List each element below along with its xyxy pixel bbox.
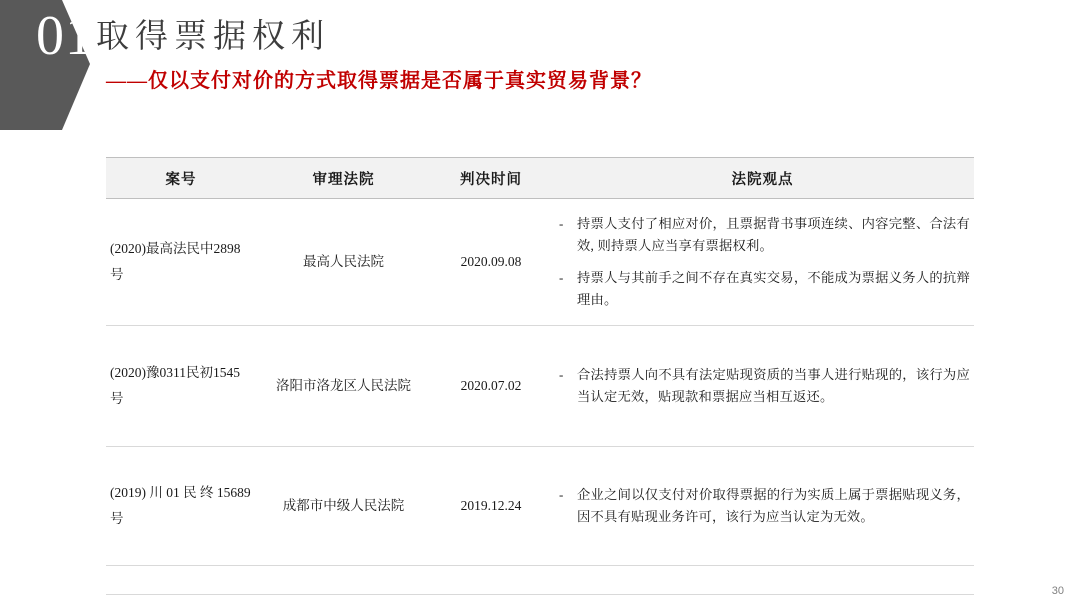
column-header-court: 审理法院 <box>256 158 431 199</box>
table-row <box>106 447 974 566</box>
bullet-dash-icon: - <box>559 367 564 382</box>
page-title: 取得票据权利 <box>96 19 330 55</box>
view-bullet <box>555 267 970 311</box>
section-number: 01 <box>36 5 94 67</box>
spacer-cell <box>106 566 256 595</box>
cell-date: 2019.12.24 <box>431 447 551 566</box>
view-text: 企业之间以仅支付对价取得票据的行为实质上属于票据贴现义务，因不具有贴现业务许可，该行为应当认定为无效。 <box>577 487 970 524</box>
slide-header <box>0 0 1080 130</box>
view-text: 持票人与其前手之间不存在真实交易，不能成为票据义务人的抗辩理由。 <box>577 270 970 307</box>
view-text: 持票人支付了相应对价，且票据背书事项连续、内容完整、合法有效, 则持票人应当享有票据权利。 <box>577 216 970 253</box>
column-header-view: 法院观点 <box>551 158 974 199</box>
table-bottom-spacer <box>106 566 974 595</box>
view-text: 合法持票人向不具有法定贴现资质的当事人进行贴现的，该行为应当认定无效，贴现款和票据应当相互返还。 <box>577 367 970 404</box>
cell-court-view <box>551 326 974 447</box>
cell-court: 成都市中级人民法院 <box>256 447 431 566</box>
column-header-case-no: 案号 <box>106 158 256 199</box>
case-table-container <box>106 157 974 595</box>
spacer-cell <box>431 566 551 595</box>
case-table <box>106 157 974 595</box>
bullet-dash-icon: - <box>559 216 564 231</box>
bullet-dash-icon: - <box>559 270 564 285</box>
table-header-row <box>106 158 974 199</box>
bullet-dash-icon: - <box>559 487 564 502</box>
cell-court: 洛阳市洛龙区人民法院 <box>256 326 431 447</box>
page-subtitle: ——仅以支付对价的方式取得票据是否属于真实贸易背景？ <box>106 70 652 92</box>
cell-court-view <box>551 447 974 566</box>
view-bullet <box>555 213 970 257</box>
table-row <box>106 199 974 326</box>
spacer-cell <box>551 566 974 595</box>
cell-case-no: (2020)豫0311民初1545号 <box>106 326 256 447</box>
spacer-cell <box>256 566 431 595</box>
view-bullet <box>555 364 970 408</box>
cell-date: 2020.07.02 <box>431 326 551 447</box>
cell-case-no: (2019) 川 01 民 终 15689号 <box>106 447 256 566</box>
cell-court: 最高人民法院 <box>256 199 431 326</box>
cell-case-no: (2020)最高法民中2898号 <box>106 199 256 326</box>
cell-date: 2020.09.08 <box>431 199 551 326</box>
page-number: 30 <box>1051 585 1064 597</box>
cell-court-view <box>551 199 974 326</box>
view-bullet <box>555 484 970 528</box>
column-header-date: 判决时间 <box>431 158 551 199</box>
table-row <box>106 326 974 447</box>
